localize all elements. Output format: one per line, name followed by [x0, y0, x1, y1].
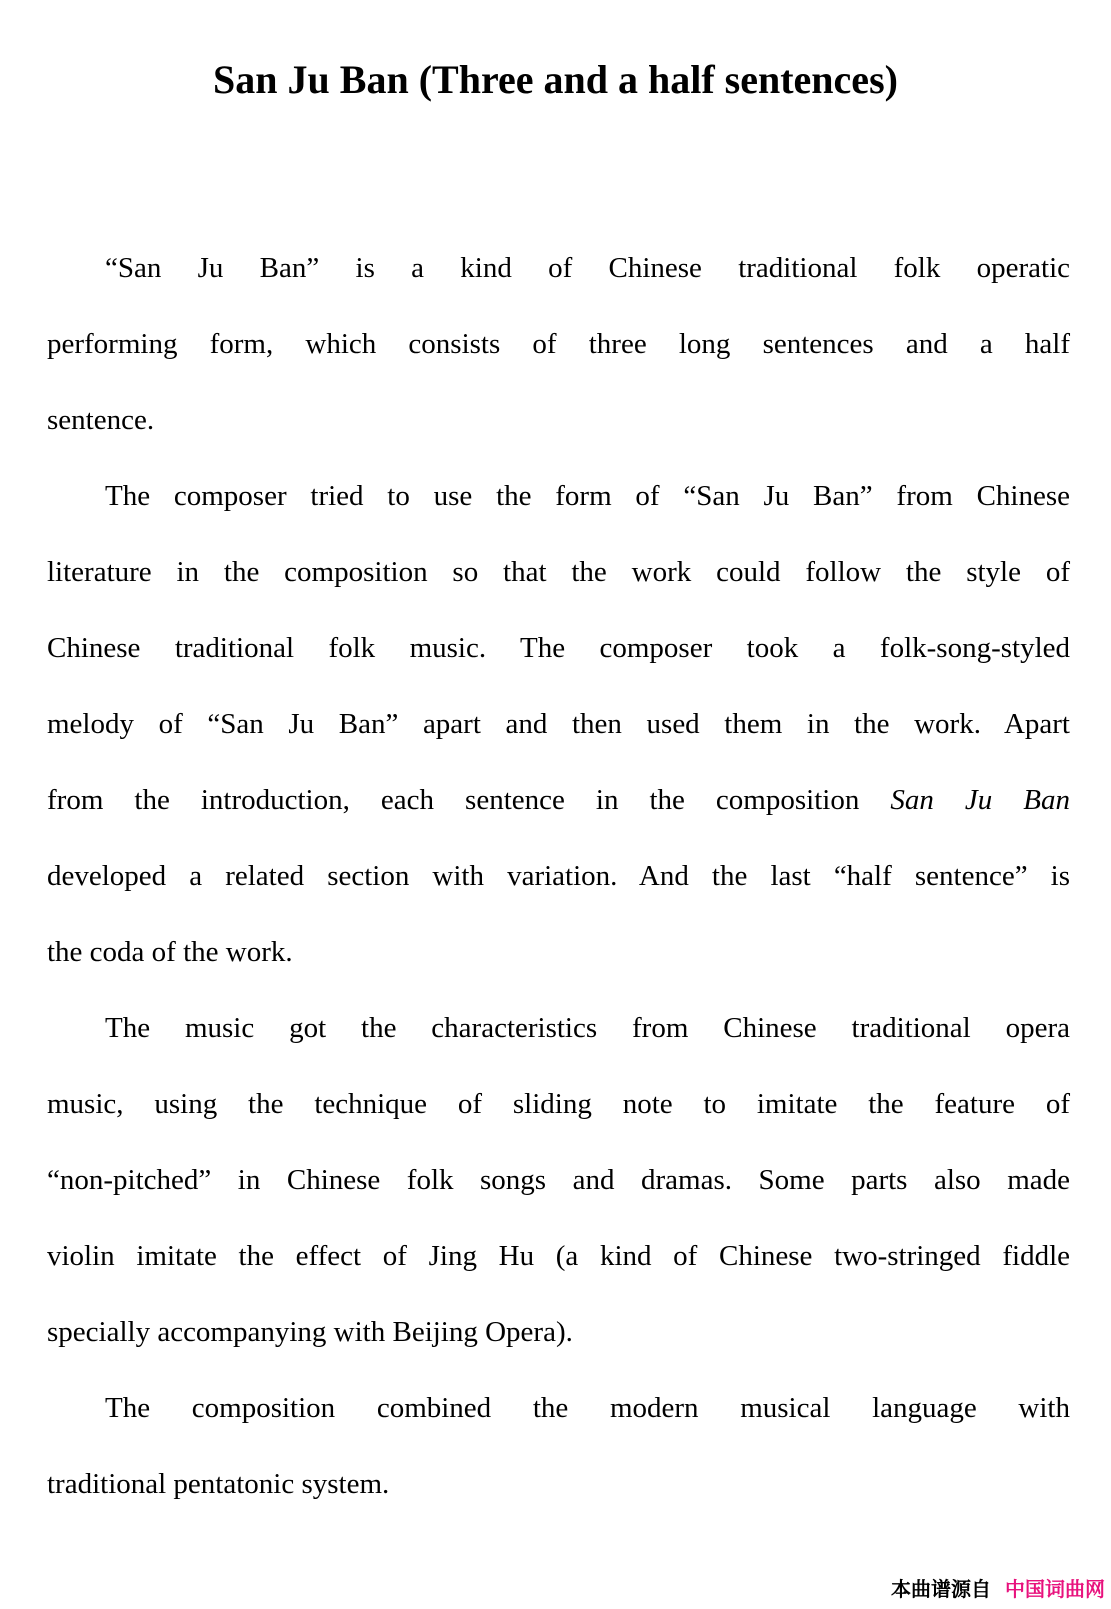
text-segment: “non-pitched” in Chinese folk songs and dramas. Some parts also made	[47, 1164, 1070, 1196]
text-line	[47, 914, 1070, 990]
paragraph	[47, 458, 1070, 990]
text-line	[47, 610, 1070, 686]
source-watermark	[891, 1573, 1105, 1602]
text-segment: music, using the technique of sliding note to imitate the feature of	[47, 1088, 1070, 1120]
text-line	[47, 1446, 1070, 1522]
document-title: San Ju Ban (Three and a half sentences)	[213, 57, 898, 102]
text-segment: The composer tried to use the form of “San Ju Ban” from Chinese	[105, 480, 1070, 512]
text-line	[47, 534, 1070, 610]
text-line	[47, 1066, 1070, 1142]
text-segment: sentence.	[47, 404, 155, 436]
italic-text-segment: San Ju Ban	[890, 784, 1071, 816]
text-line	[47, 458, 1070, 534]
text-line	[47, 1218, 1070, 1294]
text-line	[47, 686, 1070, 762]
text-segment: melody of “San Ju Ban” apart and then used them in the work. Apart	[47, 708, 1070, 740]
text-segment: violin imitate the effect of Jing Hu (a kind of Chinese two-stringed fiddle	[47, 1240, 1070, 1272]
source-label: 本曲谱源自	[891, 1577, 991, 1601]
text-segment: “San Ju Ban” is a kind of Chinese traditional folk operatic	[105, 252, 1070, 284]
text-line	[47, 1142, 1070, 1218]
text-segment: the coda of the work.	[47, 936, 293, 968]
text-line	[47, 1370, 1070, 1446]
text-line	[47, 990, 1070, 1066]
text-segment: developed a related section with variation. And the last “half sentence” is	[47, 860, 1070, 892]
source-site-link[interactable]: 中国词曲网	[1005, 1577, 1105, 1601]
text-line	[47, 306, 1070, 382]
paragraph	[47, 990, 1070, 1370]
text-line	[47, 382, 1070, 458]
document-body	[47, 230, 1070, 1522]
text-segment: traditional pentatonic system.	[47, 1468, 390, 1500]
paragraph	[47, 230, 1070, 458]
text-line	[47, 762, 1070, 838]
text-line	[47, 838, 1070, 914]
text-segment: performing form, which consists of three long sentences and a half	[47, 328, 1070, 360]
text-segment: specially accompanying with Beijing Opera).	[47, 1316, 573, 1348]
text-segment: The music got the characteristics from Chinese traditional opera	[105, 1012, 1070, 1044]
text-segment: from the introduction, each sentence in the composition	[47, 784, 891, 816]
text-line	[47, 1294, 1070, 1370]
text-segment: Chinese traditional folk music. The composer took a folk-song-styled	[47, 632, 1070, 664]
paragraph	[47, 1370, 1070, 1522]
text-line	[47, 230, 1070, 306]
text-segment: literature in the composition so that the work could follow the style of	[47, 556, 1070, 588]
text-segment: The composition combined the modern musical language with	[105, 1392, 1070, 1424]
